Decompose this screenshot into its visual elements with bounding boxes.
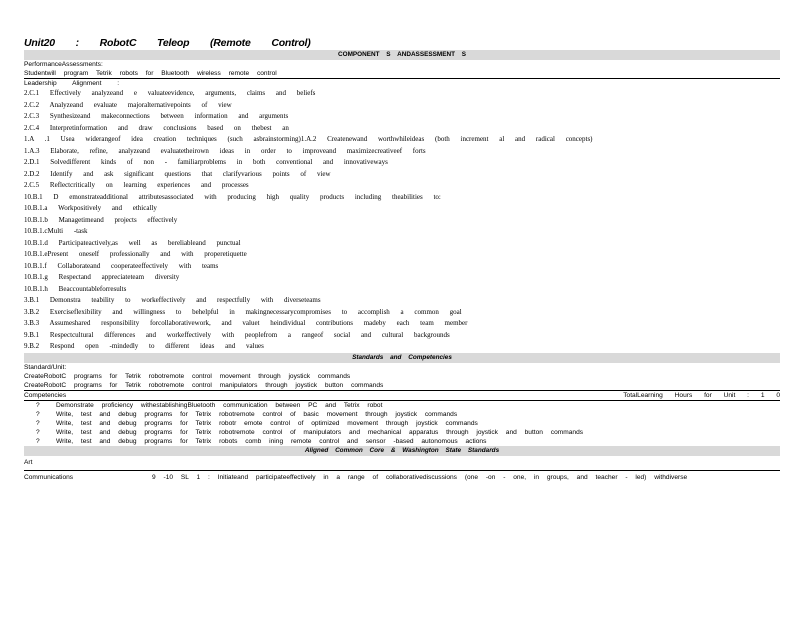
leadership-item: 3.B.1 Demonstra teability to workeffectively and respectfully with diverseteams — [24, 296, 321, 304]
communications-label: Communications — [24, 473, 74, 481]
competencies-header — [24, 391, 780, 400]
competency-item — [24, 410, 780, 419]
components-header-bar: COMPONENT S ANDASSESSMENT S — [24, 50, 780, 60]
competency-text: Write, test and debug programs for Tetrix robots comb ining remote control and sensor -based autonomous actions — [56, 437, 487, 445]
leadership-item: 2.C.5 Reflectcritically on learning experiences and processes — [24, 181, 249, 189]
bullet-glyph: ? — [36, 437, 40, 445]
leadership-item: 10.B.1 D emonstrateadditional attributesassociated with producing high quality products including theabilities to: — [24, 192, 441, 201]
leadership-item: 10.B.1.cMulti -task — [24, 227, 88, 235]
leadership-list — [24, 88, 780, 353]
bullet-glyph: ? — [36, 401, 40, 409]
bullet-glyph: ? — [36, 419, 40, 427]
leadership-item: 10.B.1.d Participateactively,as well as bereliableand punctual — [24, 238, 241, 247]
leadership-item: 10.B.1.a Workpositively and ethically — [24, 204, 157, 212]
leadership-item: 2.D.1 Solvedifferent kinds of non - familiarproblems in both conventional and innovativeways — [24, 158, 388, 166]
competency-item — [24, 428, 780, 437]
standard-line: CreateRobotC programs for Tetrik robotremote control manipulators through joystick button commands — [24, 381, 384, 389]
leadership-item: 2.C.2 Analyzeand evaluate majoralternativepoints of view — [24, 100, 232, 109]
bullet-glyph: ? — [36, 410, 40, 418]
leadership-item: 3.B.2 Exerciseflexibility and willingness to behelpful in makingnecessarycompromises to accomplish a common goal — [24, 307, 462, 316]
leadership-item: 1.A .1 Usea widerangeof idea creation techniques (such asbrainstorming)1.A.2 Createnewand worthwhileideas (both increment al and radical concepts) — [24, 135, 593, 143]
communications-row — [24, 471, 780, 485]
competency-text: Demonstrate proficiency withestablishingBluetooth communication between PC and Tetrix robot — [56, 401, 383, 409]
leadership-item: 1.A.3 Elaborate, refine, analyzeand evaluatetheirown ideas in order to improveand maximizecreativeef forts — [24, 146, 426, 155]
unit-title: Unit20 : RobotC Teleop (Remote Control) — [24, 37, 311, 49]
leadership-item: 2.C.1 Effectively analyzeand e valuateevidence, arguments, claims and beliefs — [24, 89, 316, 97]
leadership-item: 2.D.2 Identify and ask significant questions that clarifyvarious points of view — [24, 169, 331, 178]
leadership-item: 10.B.1.f Collaborateand cooperateeffectively with teams — [24, 261, 219, 270]
leadership-item: 9.B.1 Respectcultural differences and workeffectively with peoplefrom a rangeof social and cultural backgrounds — [24, 330, 450, 339]
communications-text: 9 -10 SL 1 : Initiateand participateeffectively in a range of collaborativediscussions (one -on - one, in groups, and teacher - led) withdiverse — [152, 473, 688, 481]
competencies-label: Competencies — [24, 391, 67, 399]
art-label: Art — [24, 458, 33, 466]
leadership-label: Leadership Alignment : — [24, 80, 120, 87]
standard-label: Standard/Unit: — [24, 363, 67, 371]
competency-text: Write, test and debug programs for Tetrix robotremote control of manipulators and mechanical apparatus through joystick and button commands — [56, 428, 584, 436]
leadership-item: 2.C.3 Synthesizeand makeconnections between information and arguments — [24, 112, 289, 120]
aligned-header-bar: Aligned Common Core & Washington State Standards — [24, 446, 780, 456]
performance-text: Studentwill program Tetrik robots for Bluetooth wireless remote control — [24, 70, 277, 77]
performance-label: PerformanceAssessments: — [24, 61, 103, 68]
leadership-item: 2.C.4 Interpretinformation and draw conclusions based on thebest an — [24, 123, 289, 132]
competency-text: Write, test and debug programs for Tetrix robotremote control of basic movement through joystick commands — [56, 410, 458, 418]
leadership-item: 10.B.1.ePresent oneself professionally and with properetiquette — [24, 250, 247, 258]
competency-item — [24, 419, 780, 428]
leadership-item: 3.B.3 Assumeshared responsibility forcollaborativework, and valuet heindividual contributions madeby each team member — [24, 319, 468, 327]
leadership-item: 10.B.1.g Respectand appreciateteam diversity — [24, 273, 180, 281]
competency-text: Write, test and debug programs for Tetrix robotr emote control of optimized movement through joystick commands — [56, 419, 478, 427]
leadership-item: 10.B.1.b Managetimeand projects effectively — [24, 215, 178, 224]
competency-item — [24, 401, 780, 410]
leadership-item: 10.B.1.h Beaccountableforresults — [24, 284, 127, 293]
competency-list — [24, 401, 780, 446]
standard-line: CreateRobotC programs for Tetrik robotremote control movement through joystick commands — [24, 372, 351, 380]
leadership-item: 9.B.2 Respond open -mindedly to different ideas and values — [24, 342, 264, 350]
total-hours-label: TotalLearning Hours for Unit : 1 0 — [623, 391, 780, 399]
competency-item — [24, 437, 780, 446]
bullet-glyph: ? — [36, 428, 40, 436]
standards-header-bar: Standards and Competencies — [24, 353, 780, 363]
document-page — [24, 36, 780, 485]
